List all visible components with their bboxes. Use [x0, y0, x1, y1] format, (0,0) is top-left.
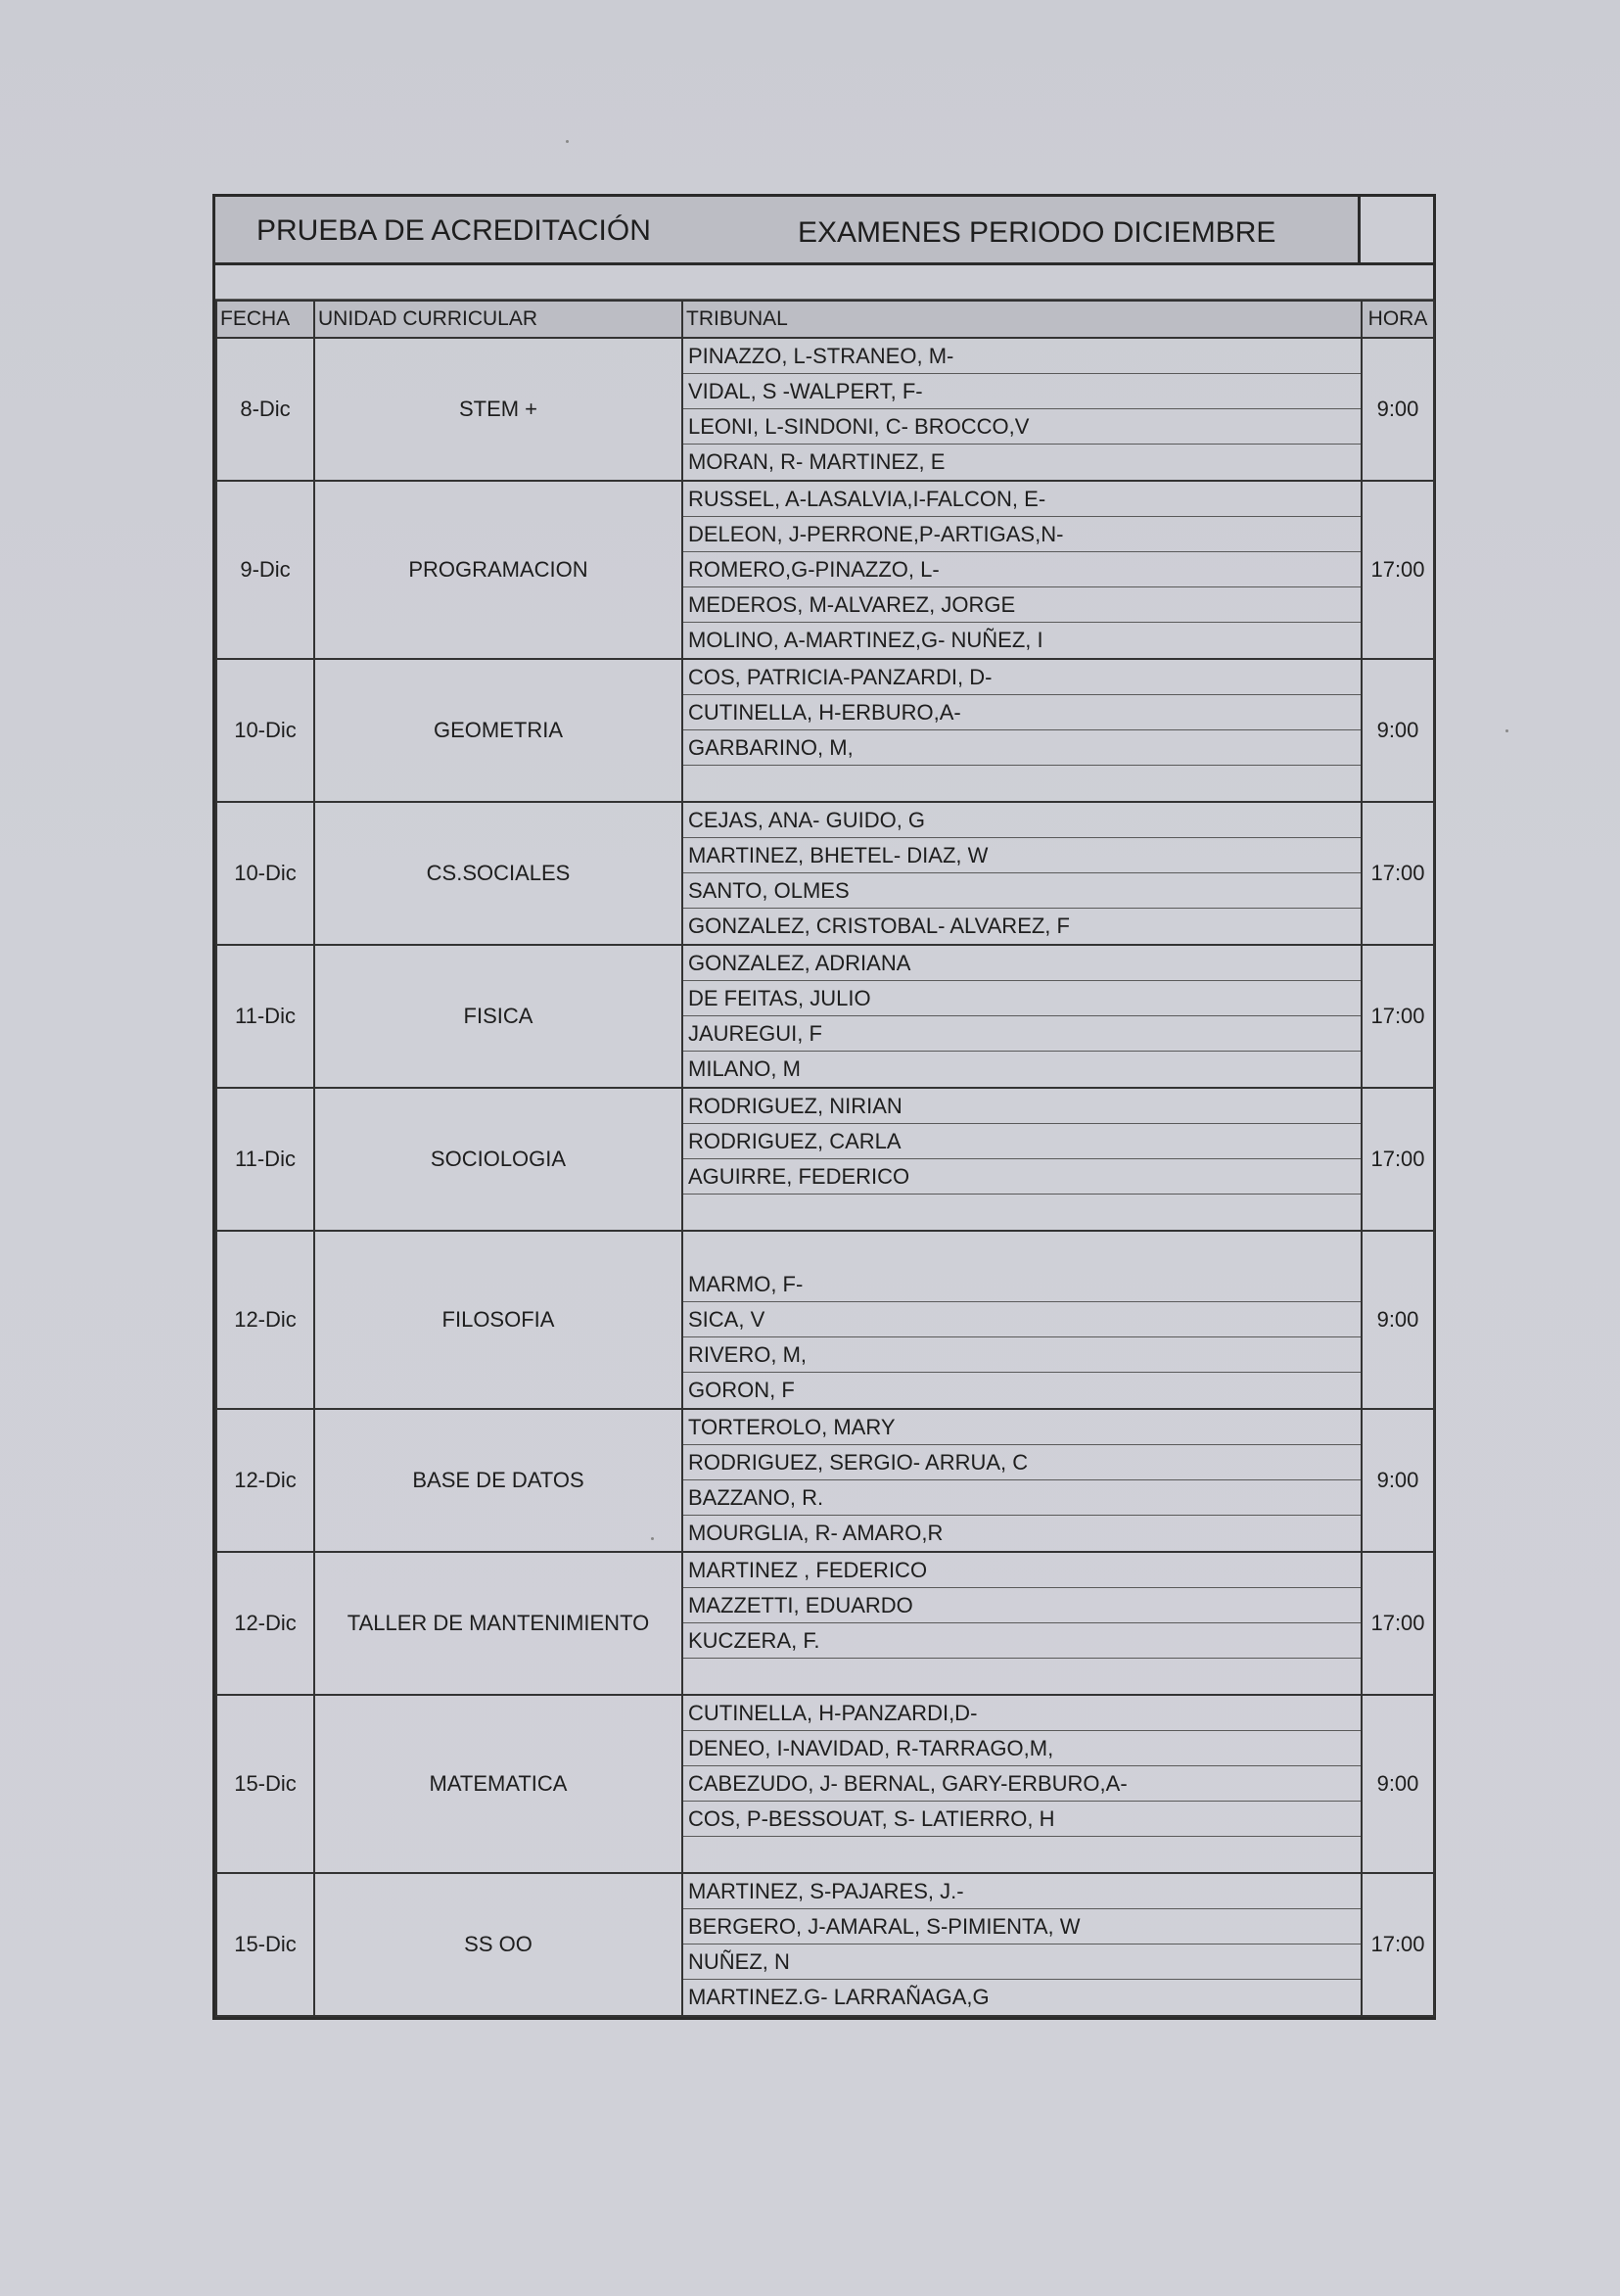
exam-time: 17:00	[1362, 1552, 1434, 1695]
exam-date: 11-Dic	[216, 945, 314, 1088]
tribunal-line: MOLINO, A-MARTINEZ,G- NUÑEZ, I	[688, 628, 1043, 652]
tribunal-cell	[682, 338, 1362, 481]
table-body	[216, 338, 1434, 2016]
exam-schedule-document	[212, 194, 1436, 2020]
tribunal-line: DENEO, I-NAVIDAD, R-TARRAGO,M,	[683, 1731, 1361, 1766]
exam-table	[215, 300, 1435, 2017]
tribunal-line: GARBARINO, M,	[683, 730, 1361, 766]
curricular-unit: SS OO	[314, 1873, 682, 2016]
tribunal-line: KUCZERA, F.	[683, 1623, 1361, 1659]
tribunal-line: DE FEITAS, JULIO	[683, 981, 1361, 1016]
tribunal-line: COS, PATRICIA-PANZARDI, D-	[683, 660, 1361, 695]
curricular-unit: GEOMETRIA	[314, 659, 682, 802]
document-title: PRUEBA DE ACREDITACIÓN	[256, 214, 651, 247]
tribunal-line: MEDEROS, M-ALVAREZ, JORGE	[683, 587, 1361, 623]
tribunal-line: GORON, F	[688, 1378, 795, 1402]
tribunal-cell	[682, 802, 1362, 945]
tribunal-line	[683, 1837, 1361, 1872]
exam-date: 9-Dic	[216, 481, 314, 659]
exam-date: 12-Dic	[216, 1552, 314, 1695]
tribunal-cell	[682, 1552, 1362, 1695]
tribunal-line: SICA, V	[683, 1302, 1361, 1337]
exam-time: 9:00	[1362, 1409, 1434, 1552]
tribunal-line: MARTINEZ , FEDERICO	[683, 1553, 1361, 1588]
spacer-row	[215, 265, 1433, 300]
tribunal-line: CUTINELLA, H-ERBURO,A-	[683, 695, 1361, 730]
tribunal-line	[683, 1232, 1361, 1267]
tribunal-line: JAUREGUI, F	[683, 1016, 1361, 1052]
tribunal-cell	[682, 1873, 1362, 2016]
table-header-row	[216, 301, 1434, 338]
table-row	[216, 1231, 1434, 1409]
exam-time: 17:00	[1362, 945, 1434, 1088]
title-row	[215, 197, 1433, 265]
tribunal-line: VIDAL, S -WALPERT, F-	[683, 374, 1361, 409]
curricular-unit: TALLER DE MANTENIMIENTO	[314, 1552, 682, 1695]
tribunal-line	[683, 1659, 1361, 1694]
title-box	[215, 197, 1361, 262]
tribunal-line: MOURGLIA, R- AMARO,R	[688, 1521, 944, 1545]
tribunal-line: SANTO, OLMES	[683, 873, 1361, 909]
exam-date: 15-Dic	[216, 1873, 314, 2016]
exam-date: 8-Dic	[216, 338, 314, 481]
exam-time: 17:00	[1362, 1873, 1434, 2016]
table-row	[216, 481, 1434, 659]
tribunal-line: COS, P-BESSOUAT, S- LATIERRO, H	[683, 1802, 1361, 1837]
table-row	[216, 802, 1434, 945]
table-row	[216, 945, 1434, 1088]
title-spacer	[1361, 197, 1433, 262]
exam-time: 9:00	[1362, 1695, 1434, 1873]
tribunal-line: NUÑEZ, N	[683, 1945, 1361, 1980]
exam-time: 17:00	[1362, 802, 1434, 945]
exam-date: 12-Dic	[216, 1231, 314, 1409]
tribunal-line: MARTINEZ, BHETEL- DIAZ, W	[683, 838, 1361, 873]
tribunal-line: GONZALEZ, CRISTOBAL- ALVAREZ, F	[688, 914, 1070, 938]
tribunal-line	[683, 766, 1361, 801]
tribunal-cell	[682, 1695, 1362, 1873]
tribunal-cell	[682, 481, 1362, 659]
tribunal-line: PINAZZO, L-STRANEO, M-	[683, 339, 1361, 374]
curricular-unit: STEM +	[314, 338, 682, 481]
column-header-tribunal: TRIBUNAL	[682, 301, 1362, 338]
column-header-fecha: FECHA	[216, 301, 314, 338]
tribunal-cell	[682, 1409, 1362, 1552]
tribunal-line: MARTINEZ, S-PAJARES, J.-	[683, 1874, 1361, 1909]
table-row	[216, 1409, 1434, 1552]
table-row	[216, 1552, 1434, 1695]
tribunal-line: MARMO, F-	[683, 1267, 1361, 1302]
table-row	[216, 338, 1434, 481]
table-row	[216, 1695, 1434, 1873]
tribunal-line: MAZZETTI, EDUARDO	[683, 1588, 1361, 1623]
tribunal-line: RUSSEL, A-LASALVIA,I-FALCON, E-	[683, 482, 1361, 517]
curricular-unit: CS.SOCIALES	[314, 802, 682, 945]
tribunal-cell	[682, 1231, 1362, 1409]
tribunal-cell	[682, 1088, 1362, 1231]
tribunal-line: RIVERO, M,	[683, 1337, 1361, 1373]
tribunal-line: CUTINELLA, H-PANZARDI,D-	[683, 1696, 1361, 1731]
exam-date: 15-Dic	[216, 1695, 314, 1873]
tribunal-cell	[682, 659, 1362, 802]
table-row	[216, 659, 1434, 802]
scan-speck	[566, 140, 569, 143]
tribunal-line: MARTINEZ.G- LARRAÑAGA,G	[688, 1985, 990, 2009]
tribunal-line: CABEZUDO, J- BERNAL, GARY-ERBURO,A-	[683, 1766, 1361, 1802]
curricular-unit: FISICA	[314, 945, 682, 1088]
tribunal-cell	[682, 945, 1362, 1088]
tribunal-line: GONZALEZ, ADRIANA	[683, 946, 1361, 981]
tribunal-line: TORTEROLO, MARY	[683, 1410, 1361, 1445]
exam-time: 17:00	[1362, 1088, 1434, 1231]
tribunal-line	[683, 1195, 1361, 1230]
tribunal-line: AGUIRRE, FEDERICO	[683, 1159, 1361, 1195]
curricular-unit: PROGRAMACION	[314, 481, 682, 659]
curricular-unit: MATEMATICA	[314, 1695, 682, 1873]
tribunal-line: MILANO, M	[688, 1056, 801, 1081]
curricular-unit: FILOSOFIA	[314, 1231, 682, 1409]
exam-date: 12-Dic	[216, 1409, 314, 1552]
tribunal-line: BAZZANO, R.	[683, 1480, 1361, 1516]
exam-time: 17:00	[1362, 481, 1434, 659]
table-row	[216, 1873, 1434, 2016]
column-header-hora: HORA	[1362, 301, 1434, 338]
exam-time: 9:00	[1362, 659, 1434, 802]
tribunal-line: LEONI, L-SINDONI, C- BROCCO,V	[683, 409, 1361, 445]
tribunal-line: RODRIGUEZ, NIRIAN	[683, 1089, 1361, 1124]
exam-time: 9:00	[1362, 338, 1434, 481]
tribunal-line: DELEON, J-PERRONE,P-ARTIGAS,N-	[683, 517, 1361, 552]
curricular-unit: SOCIOLOGIA	[314, 1088, 682, 1231]
exam-date: 10-Dic	[216, 659, 314, 802]
column-header-unidad: UNIDAD CURRICULAR	[314, 301, 682, 338]
tribunal-line: CEJAS, ANA- GUIDO, G	[683, 803, 1361, 838]
curricular-unit: BASE DE DATOS	[314, 1409, 682, 1552]
tribunal-line: RODRIGUEZ, SERGIO- ARRUA, C	[683, 1445, 1361, 1480]
tribunal-line: MORAN, R- MARTINEZ, E	[688, 449, 946, 474]
document-subtitle: EXAMENES PERIODO DICIEMBRE	[798, 216, 1276, 249]
exam-date: 11-Dic	[216, 1088, 314, 1231]
tribunal-line: ROMERO,G-PINAZZO, L-	[683, 552, 1361, 587]
exam-date: 10-Dic	[216, 802, 314, 945]
exam-time: 9:00	[1362, 1231, 1434, 1409]
tribunal-line: BERGERO, J-AMARAL, S-PIMIENTA, W	[683, 1909, 1361, 1945]
scan-speck	[1505, 729, 1508, 732]
tribunal-line: RODRIGUEZ, CARLA	[683, 1124, 1361, 1159]
table-row	[216, 1088, 1434, 1231]
